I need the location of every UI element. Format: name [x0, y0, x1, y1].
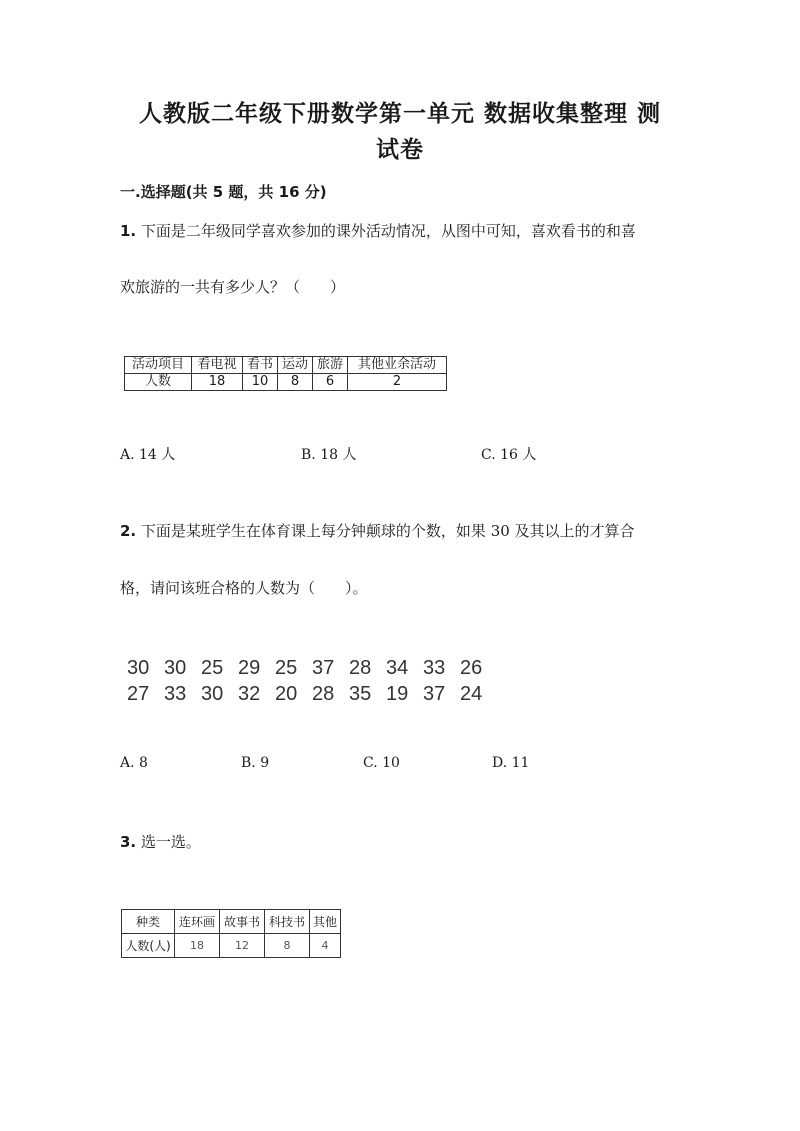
- q2-value: 25: [275, 657, 298, 679]
- q1-text-2: 欢旅游的一共有多少人？（ ）: [120, 278, 346, 296]
- q2-text-2: 格，请问该班合格的人数为（ ）。: [120, 579, 368, 597]
- q3-header-cell: 其他: [310, 910, 341, 934]
- q3-value-cell: 12: [220, 934, 265, 958]
- q1-row-label: 人数: [125, 374, 192, 391]
- q2-value: 30: [201, 683, 224, 705]
- q2-value: 30: [127, 657, 150, 679]
- q3-value-cell: 18: [175, 934, 220, 958]
- q1-value-cell: 8: [278, 374, 313, 391]
- q2-value: 29: [238, 657, 261, 679]
- q3-number: 3.: [120, 833, 137, 851]
- q1-header-cell: 看电视: [192, 357, 243, 374]
- q2-option-c[interactable]: C. 10: [363, 755, 400, 771]
- q1-value-cell: 2: [348, 374, 447, 391]
- q2-value: 27: [127, 683, 150, 705]
- q1-number: 1.: [120, 222, 137, 240]
- q3-row-label: 人数(人): [122, 934, 175, 958]
- q2-value: 19: [386, 683, 409, 705]
- q1-table-header-row: [125, 357, 447, 374]
- q3-table: [121, 909, 341, 958]
- q2-value: 35: [349, 683, 372, 705]
- q3-table-header-row: [122, 910, 341, 934]
- q2-value: 34: [386, 657, 409, 679]
- q3-line: [120, 831, 201, 852]
- q3-value-cell: 8: [265, 934, 310, 958]
- section-heading: 一.选择题(共 5 题，共 16 分): [120, 183, 327, 201]
- q1-value-cell: 6: [313, 374, 348, 391]
- q2-value: 37: [312, 657, 335, 679]
- q3-value-cell: 4: [310, 934, 341, 958]
- q3-header-cell: 科技书: [265, 910, 310, 934]
- q2-value: 28: [312, 683, 335, 705]
- q1-option-a[interactable]: A. 14 人: [120, 447, 176, 463]
- q2-value: 20: [275, 683, 298, 705]
- q1-value-cell: 18: [192, 374, 243, 391]
- q2-value: 33: [423, 657, 446, 679]
- q1-value-cell: 10: [243, 374, 278, 391]
- q1-header-cell: 运动: [278, 357, 313, 374]
- q2-value: 26: [460, 657, 483, 679]
- q2-value: 30: [164, 657, 187, 679]
- q2-option-d[interactable]: D. 11: [492, 755, 530, 771]
- q3-text: 选一选。: [140, 833, 201, 851]
- q3-header-cell: 种类: [122, 910, 175, 934]
- page-title: [120, 96, 680, 168]
- q2-option-b[interactable]: B. 9: [241, 755, 270, 771]
- q2-option-a[interactable]: A. 8: [120, 755, 148, 771]
- title-line-1: 人教版二年级下册数学第一单元 数据收集整理 测: [138, 101, 661, 127]
- q1-line-1: [120, 220, 636, 241]
- q2-value: 37: [423, 683, 446, 705]
- q3-header-cell: 连环画: [175, 910, 220, 934]
- q1-text-1: 下面是二年级同学喜欢参加的课外活动情况，从图中可知，喜欢看书的和喜: [140, 222, 636, 240]
- q2-value: 25: [201, 657, 224, 679]
- q2-value: 32: [238, 683, 261, 705]
- q2-value: 28: [349, 657, 372, 679]
- q2-line-1: [120, 520, 635, 541]
- q2-value: 33: [164, 683, 187, 705]
- q1-table: [124, 356, 447, 391]
- q1-header-cell: 旅游: [313, 357, 348, 374]
- q1-option-b[interactable]: B. 18 人: [301, 447, 357, 463]
- q2-number-row-1: [127, 655, 497, 681]
- q3-table-data-row: [122, 934, 341, 958]
- q2-number: 2.: [120, 522, 137, 540]
- q2-number-grid: [127, 655, 497, 707]
- q2-number-row-2: [127, 681, 497, 707]
- q1-header-cell: 活动项目: [125, 357, 192, 374]
- q2-text-1: 下面是某班学生在体育课上每分钟颠球的个数，如果 30 及其以上的才算合: [140, 522, 635, 540]
- q1-table-data-row: [125, 374, 447, 391]
- q1-header-cell: 看书: [243, 357, 278, 374]
- q3-header-cell: 故事书: [220, 910, 265, 934]
- q1-header-cell: 其他业余活动: [348, 357, 447, 374]
- title-line-2: 试卷: [376, 137, 424, 163]
- q2-value: 24: [460, 683, 483, 705]
- q1-option-c[interactable]: C. 16 人: [481, 447, 537, 463]
